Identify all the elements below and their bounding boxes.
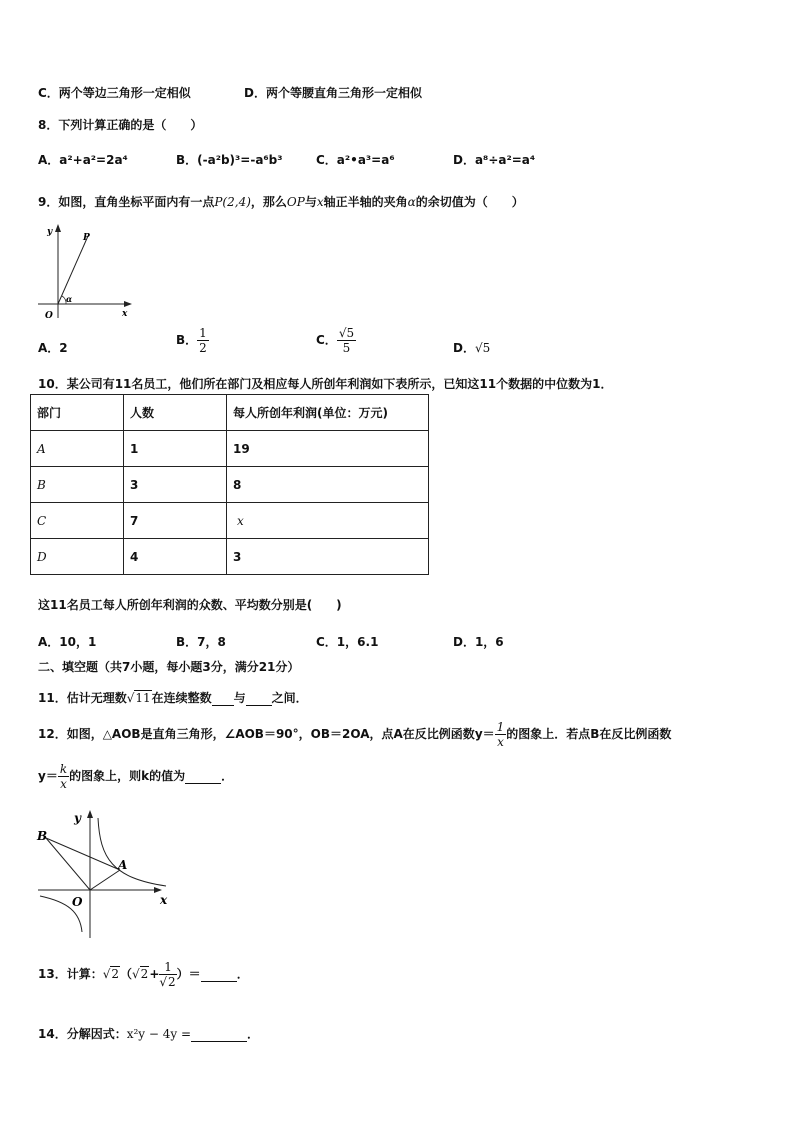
- table-cell: 4: [124, 539, 227, 575]
- q12-y1: y＝: [474, 727, 495, 741]
- table-cell: A: [31, 431, 124, 467]
- q13-plus: +: [149, 967, 160, 981]
- q13-paren-open: （: [120, 967, 133, 981]
- q9-option-c-den: 5: [342, 341, 351, 355]
- q9-option-d-label: D．: [453, 341, 475, 355]
- q13-pre: 13．计算：: [38, 967, 103, 981]
- q9-stem-mid3: 轴正半轴的夹角: [323, 195, 408, 209]
- table-cell: C: [31, 503, 124, 539]
- q9-option-b-num: 1: [199, 326, 207, 340]
- q12-f1-num: 1: [496, 720, 505, 734]
- q14-expression: x²y − 4y =: [126, 1027, 192, 1041]
- q11-radicand: 11: [135, 691, 151, 705]
- q10-stem: 10．某公司有11名员工，他们所在部门及相应每人所创年利润如下表所示，已知这11个数据的中位数为1．: [38, 377, 613, 391]
- q12-fraction-2: [58, 762, 69, 791]
- q13-end: ．: [236, 967, 249, 981]
- q12-line2-post: 的图象上，则k的值为: [69, 769, 186, 783]
- table-cell: x: [227, 503, 429, 539]
- table-cell: 19: [227, 431, 429, 467]
- q9-stem-mid: ，那么: [250, 195, 287, 209]
- q9-option-b-fraction: [197, 326, 209, 355]
- q11: [38, 689, 308, 706]
- table-cell: 3: [124, 467, 227, 503]
- q12-fig-b: B: [37, 829, 48, 843]
- q9-option-c-num: √5: [338, 326, 355, 340]
- table-row: [31, 503, 429, 539]
- q11-post: 之间．: [271, 691, 308, 705]
- q7-option-c: C．两个等边三角形一定相似: [38, 86, 191, 100]
- q13: [38, 960, 249, 989]
- q12-f2-den: x: [60, 777, 67, 791]
- q10-table: [30, 394, 429, 575]
- q12-line1-pre: 12．如图，△AOB是直角三角形，∠AOB＝90°，OB＝2OA，点A在反比例函数: [38, 727, 475, 741]
- q11-mid: 在连续整数: [151, 691, 212, 705]
- q9-option-b: [176, 326, 209, 355]
- q13-fraction-den-radicand: 2: [168, 975, 176, 989]
- q9-stem: [38, 193, 524, 210]
- table-header-cell: 人数: [124, 395, 227, 431]
- q13-fraction-den: √2: [159, 975, 176, 989]
- table-row: [31, 539, 429, 575]
- q9-stem-mid2: 与: [304, 195, 317, 209]
- table-cell: B: [31, 467, 124, 503]
- q8-option-b: B．(-a²b)³=-a⁶b³: [176, 153, 283, 167]
- table-header-row: [31, 395, 429, 431]
- q11-pre: 11．估计无理数: [38, 691, 127, 705]
- q13-sqrt-1: √2: [102, 967, 119, 981]
- q9-angle: α: [407, 195, 416, 209]
- q14-pre: 14．分解因式：: [38, 1027, 127, 1041]
- q9-figure: [30, 222, 140, 326]
- q12-line-2: [38, 762, 233, 791]
- q12-fraction-1: [495, 720, 507, 749]
- q9-option-b-den: 2: [199, 341, 207, 355]
- q12-fig-a: A: [118, 858, 128, 872]
- q9-axis: x: [316, 195, 324, 209]
- q13-sqrt-2: √2: [132, 967, 149, 981]
- q8-option-c: C．a²•a³=a⁶: [316, 153, 395, 167]
- table-cell: 7: [124, 503, 227, 539]
- q12-y2: y＝: [38, 769, 58, 783]
- q12-figure: [32, 808, 182, 942]
- q11-blank-1[interactable]: [212, 691, 234, 706]
- q9-stem-post: 的余切值为（ ）: [415, 195, 524, 209]
- q9-fig-y: y: [47, 227, 53, 237]
- q9-option-c: [316, 326, 356, 355]
- q10-option-a: A．10，1: [38, 635, 97, 649]
- q8-stem: 8．下列计算正确的是（ ）: [38, 118, 203, 132]
- table-row: [31, 467, 429, 503]
- q12-answer-blank[interactable]: [185, 769, 221, 784]
- q8-option-a: A．a²+a²=2a⁴: [38, 153, 128, 167]
- table-row: [31, 431, 429, 467]
- table-header-cell: 部门: [31, 395, 124, 431]
- table-cell: 3: [227, 539, 429, 575]
- q9-option-d: [453, 339, 490, 356]
- q10-option-b: B．7，8: [176, 635, 226, 649]
- q9-option-c-label: C．: [316, 333, 337, 347]
- q10-option-d: D．1，6: [453, 635, 504, 649]
- q9-option-c-fraction: [337, 326, 356, 355]
- q7-option-d: D．两个等腰直角三角形一定相似: [244, 86, 422, 100]
- q12-f1-den: x: [497, 735, 504, 749]
- q12-end: ．: [221, 769, 234, 783]
- table-cell: D: [31, 539, 124, 575]
- table-cell: 1: [124, 431, 227, 467]
- q12-fig-y: y: [74, 811, 81, 825]
- q9-fig-p: P: [83, 233, 90, 243]
- q9-fig-o: O: [45, 311, 53, 321]
- q12-fig-x: x: [160, 893, 168, 907]
- q12-line-1: [38, 720, 671, 749]
- q13-fraction: [159, 960, 176, 989]
- q12-f2-num: k: [59, 762, 68, 776]
- q13-answer-blank[interactable]: [201, 967, 237, 982]
- q12-fig-o: O: [72, 895, 83, 909]
- q9-stem-pre: 9．如图，直角坐标平面内有一点: [38, 195, 215, 209]
- q11-sqrt: √11: [126, 691, 151, 705]
- q9-option-d-value: √5: [474, 341, 491, 355]
- q13-paren-close: ）＝: [176, 967, 201, 981]
- q13-radicand-1: 2: [111, 967, 119, 981]
- q9-option-a: A．2: [38, 341, 68, 355]
- q14-end: ．: [247, 1027, 260, 1041]
- q14-answer-blank[interactable]: [191, 1027, 247, 1042]
- q9-fig-alpha: α: [66, 294, 73, 304]
- q10-option-c: C．1，6.1: [316, 635, 379, 649]
- table-cell: 8: [227, 467, 429, 503]
- q8-option-d: D．a⁸÷a²=a⁴: [453, 153, 536, 167]
- q9-option-b-label: B．: [176, 333, 198, 347]
- q11-blank-2[interactable]: [246, 691, 272, 706]
- table-header-cell: 每人所创年利润(单位：万元): [227, 395, 429, 431]
- q14: [38, 1025, 259, 1042]
- q12-line1-post: 的图象上．若点B在反比例函数: [506, 727, 672, 741]
- q9-fig-x: x: [122, 309, 128, 319]
- q13-fraction-num: 1: [159, 960, 176, 975]
- q10-ask: 这11名员工每人所创年利润的众数、平均数分别是( ): [38, 598, 342, 612]
- q9-segment: OP: [286, 195, 305, 209]
- q11-and: 与: [233, 691, 246, 705]
- section-heading: 二、填空题（共7小题，每小题3分，满分21分）: [38, 660, 300, 674]
- q13-radicand-2: 2: [140, 967, 149, 981]
- q9-point: P(2,4): [214, 195, 251, 209]
